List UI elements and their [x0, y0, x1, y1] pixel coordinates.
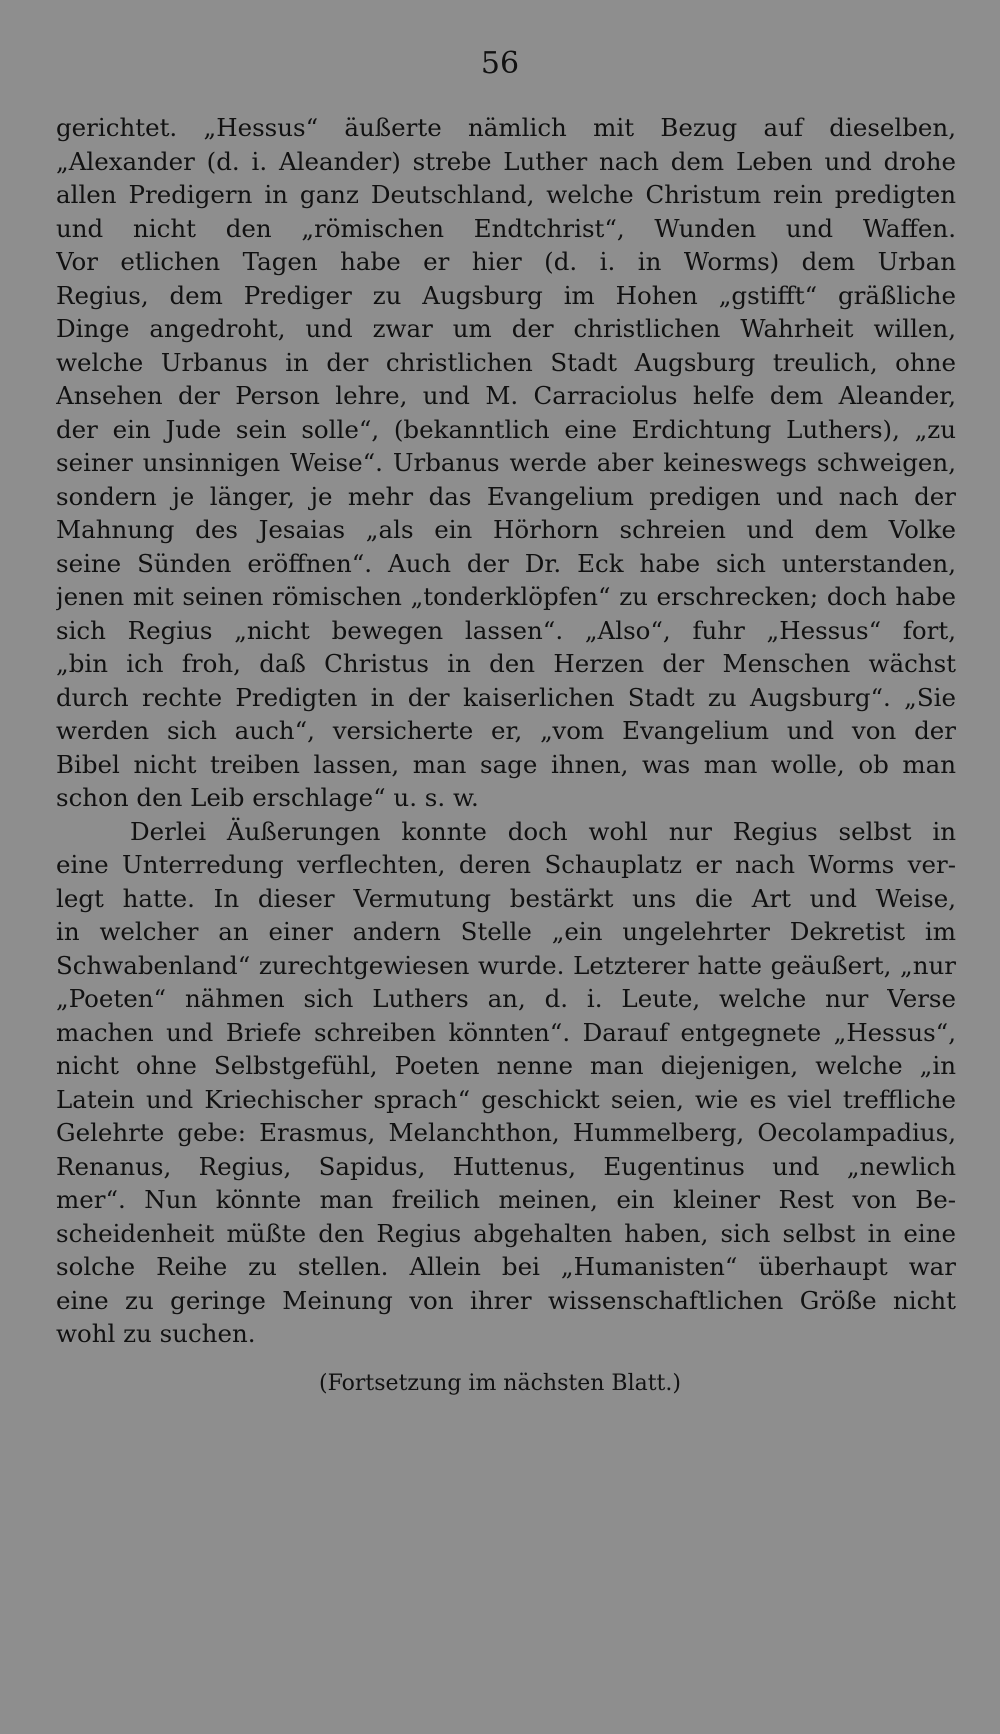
text-line: Vor etlichen Tagen habe er hier (d. i. in Worms) dem Urban: [56, 247, 956, 276]
text-line: nicht ohne Selbstgefühl, Poeten nenne man diejenigen, welche „in: [56, 1051, 956, 1080]
text-line: Gelehrte gebe: Erasmus, Melanchthon, Hummelberg, Oecolampadius,: [56, 1118, 956, 1147]
text-line: Schwabenland“ zurechtgewiesen wurde. Letzterer hatte geäußert, „nur: [56, 950, 956, 980]
text-line: gerichtet. „Hessus“ äußerte nämlich mit Bezug auf dieselben,: [56, 113, 956, 142]
text-line: machen und Briefe schreiben könnten“. Darauf entgegnete „Hessus“,: [56, 1017, 956, 1047]
text-line: durch rechte Predigten in der kaiserlichen Stadt zu Augsburg“. „Sie: [56, 682, 956, 712]
text-line: werden sich auch“, versicherte er, „vom Evangelium und von der: [56, 716, 956, 745]
text-line: allen Predigern in ganz Deutschland, welche Christum rein predigten: [56, 180, 956, 209]
text-line: Dinge angedroht, und zwar um der christlichen Wahrheit willen,: [56, 314, 956, 343]
text-line: sich Regius „nicht bewegen lassen“. „Also“, fuhr „Hessus“ fort,: [56, 615, 956, 645]
text-line: „bin ich froh, daß Christus in den Herzen der Menschen wächst: [56, 649, 956, 678]
text-line: scheidenheit müßte den Regius abgehalten haben, sich selbst in eine: [56, 1218, 956, 1248]
text-line: Derlei Äußerungen konnte doch wohl nur Regius selbst in: [130, 816, 956, 846]
text-line: der ein Jude sein solle“, (bekanntlich eine Erdichtung Luthers), „zu: [56, 414, 956, 444]
text-line: welche Urbanus in der christlichen Stadt Augsburg treulich, ohne: [56, 347, 956, 377]
text-line: jenen mit seinen römischen „tonderklöpfen“ zu erschrecken; doch habe: [56, 582, 956, 611]
text-line: „Poeten“ nähmen sich Luthers an, d. i. Leute, welche nur Verse: [56, 984, 956, 1013]
text-line: und nicht den „römischen Endtchrist“, Wunden und Waffen.: [56, 213, 956, 243]
text-line: „Alexander (d. i. Aleander) strebe Luther nach dem Leben und drohe: [56, 146, 956, 176]
text-line: eine zu geringe Meinung von ihrer wissenschaftlichen Größe nicht: [56, 1285, 956, 1315]
text-line: Ansehen der Person lehre, und M. Carraciolus helfe dem Aleander,: [56, 381, 956, 410]
text-line: sondern je länger, je mehr das Evangelium predigen und nach der: [56, 481, 956, 511]
text-line: mer“. Nun könnte man freilich meinen, ein kleiner Rest von Be-: [56, 1185, 956, 1214]
page-number: 56: [480, 46, 520, 81]
text-line: solche Reihe zu stellen. Allein bei „Humanisten“ überhaupt war: [56, 1252, 956, 1281]
text-line: Mahnung des Jesaias „als ein Hörhorn schreien und dem Volke: [56, 515, 956, 544]
text-line: wohl zu suchen.: [56, 1319, 256, 1348]
text-line: in welcher an einer andern Stelle „ein ungelehrter Dekretist im: [56, 917, 956, 946]
text-line: seine Sünden eröffnen“. Auch der Dr. Eck habe sich unterstanden,: [56, 548, 956, 578]
text-line: Bibel nicht treiben lassen, man sage ihnen, was man wolle, ob man: [56, 749, 956, 779]
text-line: legt hatte. In dieser Vermutung bestärkt uns die Art und Weise,: [56, 883, 956, 913]
text-line: Renanus, Regius, Sapidus, Huttenus, Eugentinus und „newlich: [56, 1151, 956, 1181]
text-line: Latein und Kriechischer sprach“ geschickt seien, wie es viel treffliche: [56, 1084, 956, 1114]
text-line: Regius, dem Prediger zu Augsburg im Hohen „gstifft“ gräßliche: [56, 280, 956, 310]
text-line: eine Unterredung verflechten, deren Schauplatz er nach Worms ver-: [56, 850, 956, 879]
body-text: [56, 111, 956, 1351]
continuation-note: (Fortsetzung im nächsten Blatt.): [319, 1371, 681, 1396]
text-line: schon den Leib erschlage“ u. s. w.: [56, 783, 479, 812]
text-line: seiner unsinnigen Weise“. Urbanus werde aber keineswegs schweigen,: [56, 448, 956, 477]
